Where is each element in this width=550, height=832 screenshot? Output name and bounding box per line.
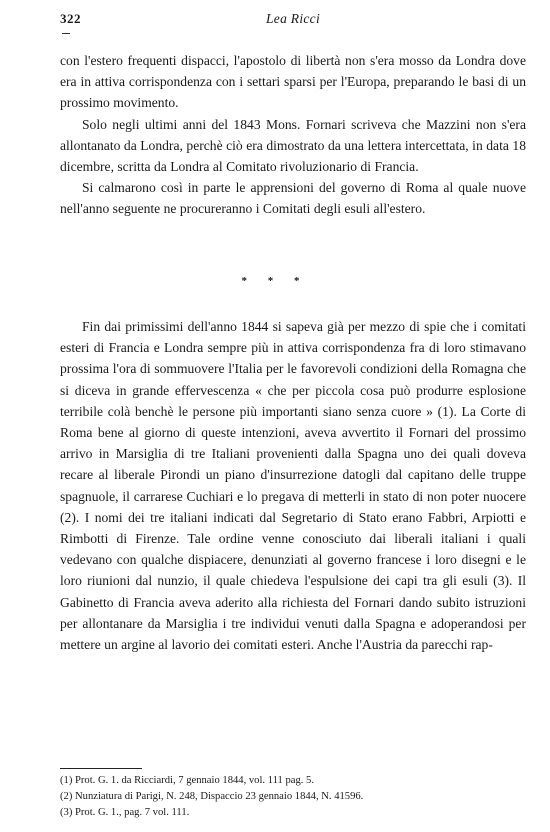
footnote-2: (2) Nunziatura di Parigi, N. 248, Dispaccio 23 gennaio 1844, N. 41596. [60, 791, 364, 802]
footnote-1: (1) Prot. G. 1. da Ricciardi, 7 gennaio 1844, vol. 111 pag. 5. [60, 775, 315, 786]
page-number-rule [62, 33, 70, 34]
page-number: 322 [60, 11, 81, 26]
footnote-3: (3) Prot. G. 1., pag. 7 vol. 111. [60, 807, 190, 818]
paragraph-2: Solo negli ultimi anni del 1843 Mons. Fornari scriveva che Mazzini non s'era allontanato da Londra, perchè ciò era dimostrato da una lettera intercettata, in data 18 dicembre, scritta da Londra al Comitato rivoluzionario di Francia. [60, 116, 526, 175]
footnotes [60, 773, 526, 821]
body-text-bottom [60, 316, 526, 655]
footnote-rule [60, 768, 142, 769]
page-header [60, 11, 526, 31]
running-head: Lea Ricci [265, 11, 321, 26]
section-separator: * * * [241, 275, 309, 287]
paragraph-1: con l'estero frequenti dispacci, l'apostolo di libertà non s'era mosso da Londra dove era in attiva corrispondenza con i settari sparsi per l'Europa, preparando le basi di un prossimo movimento. [60, 53, 526, 111]
paragraph-3: Si calmarono così in parte le apprensioni del governo di Roma al quale nuove nell'anno seguente ne procureranno i Comitati degli esuli all'estero. [60, 180, 526, 217]
paragraph-4: Fin dai primissimi dell'anno 1844 si sapeva già per mezzo di spie che i comitati esteri di Francia e Londra sempre più in attiva corrispondenza fra di loro stimavano prossima l'ora di sommuovere l'Italia per le favorevoli condizioni della Romagna che si diceva in grande effervescenza « che per piccola cosa può produrre esplosione terribile colà benchè le persone più importanti siano senza cuore » (1). La Corte di Roma bene al giorno di queste intenzioni, aveva avvertito il Fornari del prossimo arrivo in Marsiglia di tre Italiani provenienti dalla Spagna uno dei quali doveva recare al liberale Pirondi un piano d'insurrezione datogli dal capitano delle truppe spagnuole, il carrarese Cuchiari e lo pregava di metterli in stato di non poter nuocere (2). I nomi dei tre italiani indicati dal Segretario di Stato erano Fabbri, Arpiotti e Rimbotti di Firenze. Tale ordine venne conosciuto dai liberali italiani i quali vedevano con qualche dispiacere, denunziati al governo francese i loro disegni e le loro riunioni dal nunzio, il quale chiedeva l'espulsione dei capi tra gli esuli (3). Il Gabinetto di Francia aveva aderito alla richiesta del Fornari dando subito istruzioni per allontanare da Marsiglia i tre individui venuti dalla Spagna e adoperandosi per mettere un argine al lavorio dei comitati esteri. Anche l'Austria da parecchi rap- [60, 319, 526, 653]
body-text-top [60, 50, 526, 220]
